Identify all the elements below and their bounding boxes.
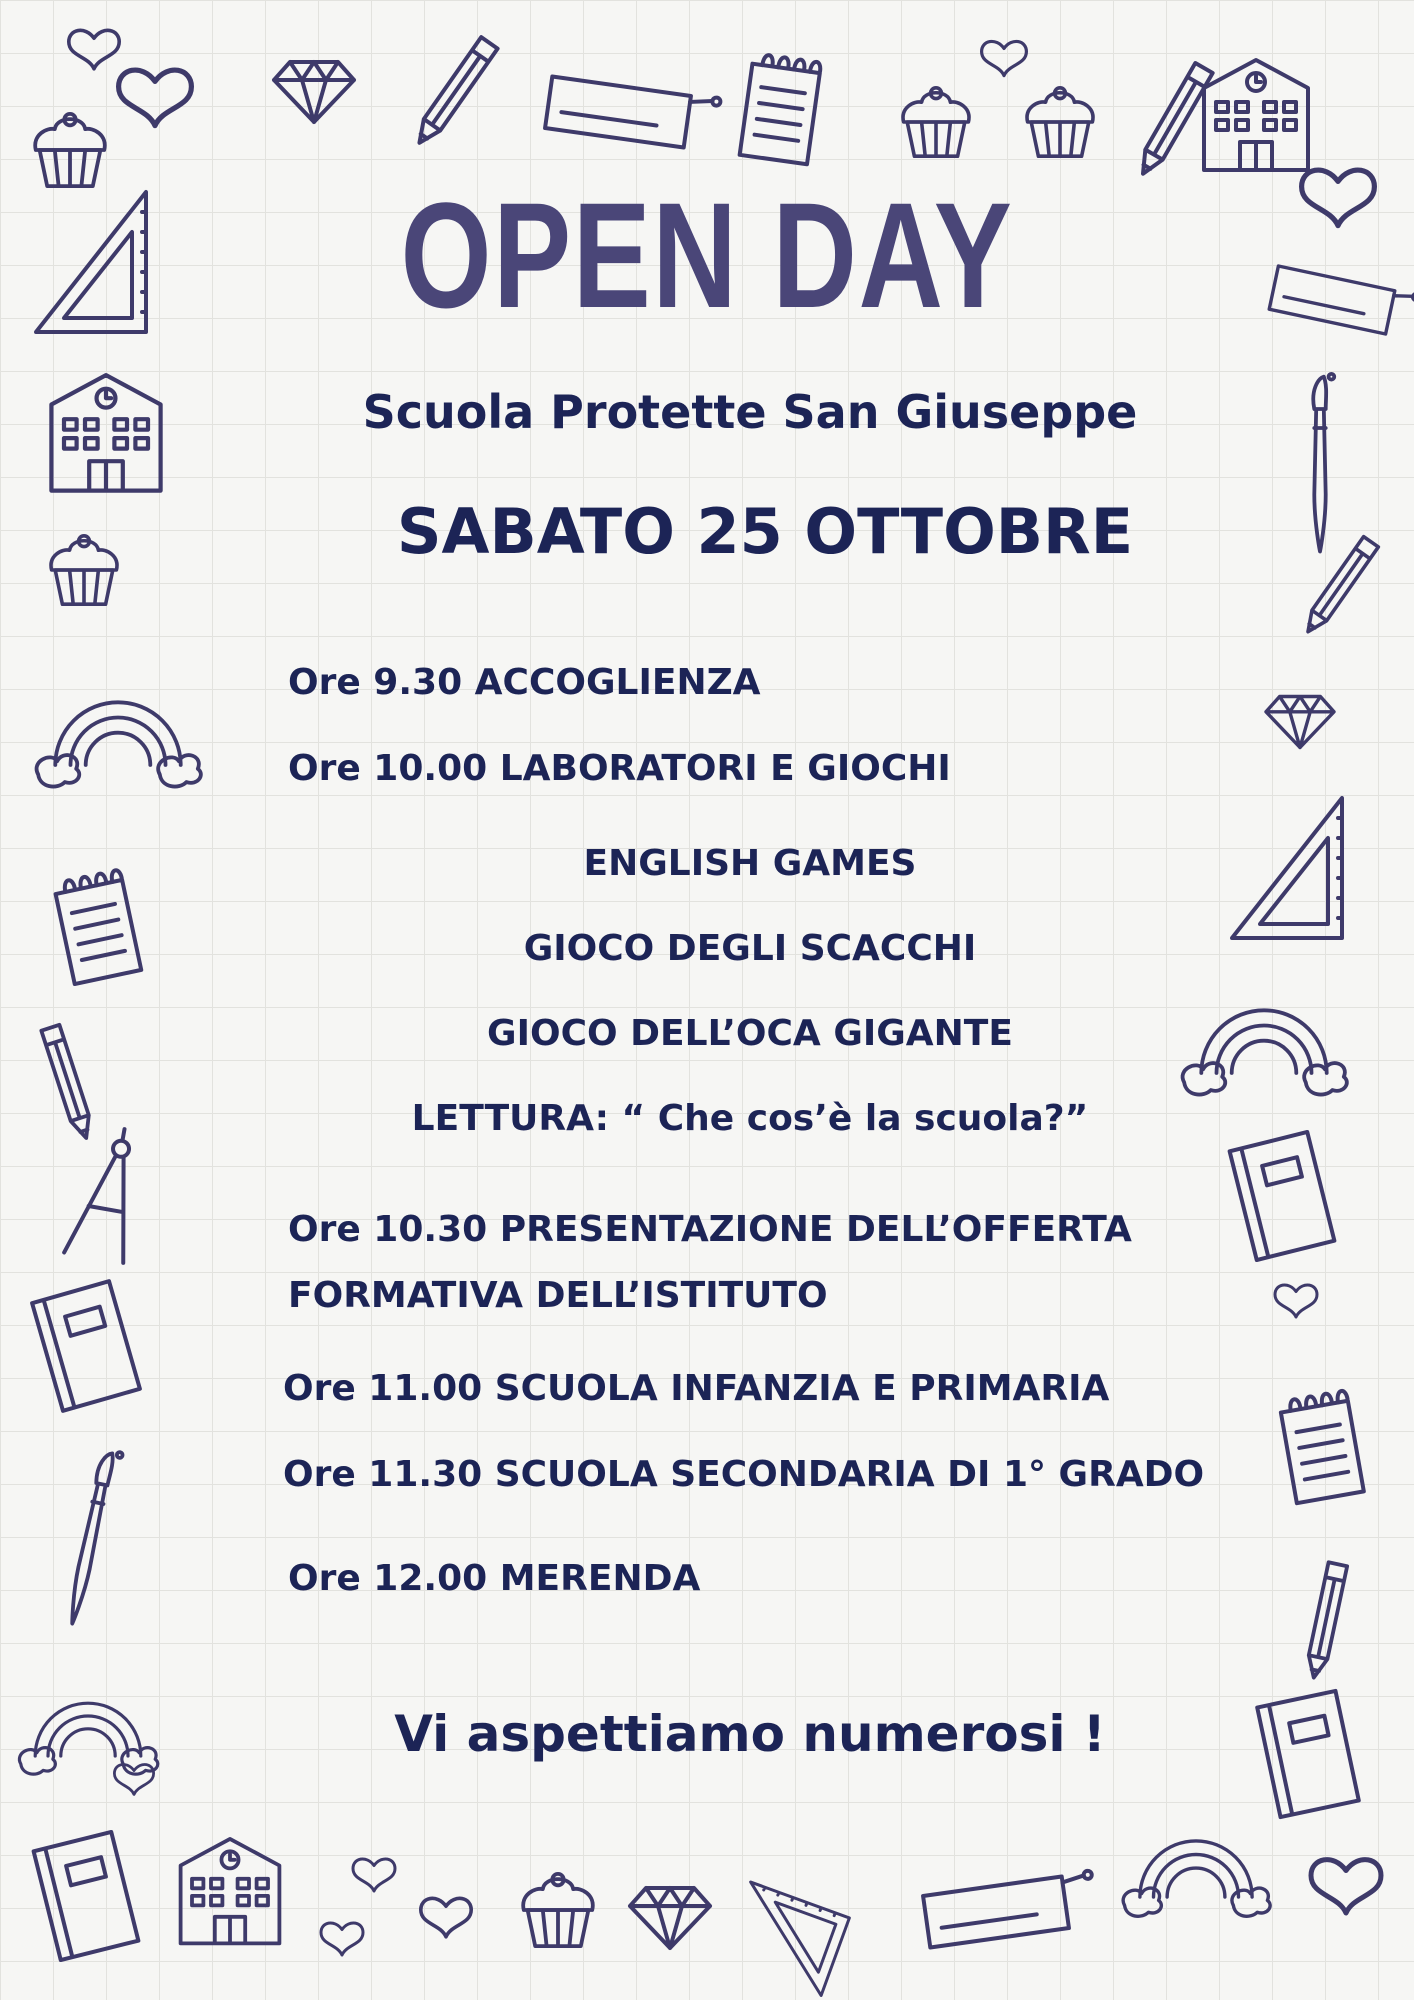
heart-icon [1311, 1860, 1381, 1913]
diamond-icon [630, 1888, 710, 1948]
pencil-case-icon [1269, 264, 1414, 339]
ruler-triangle-icon [36, 192, 146, 332]
notebook-icon [1230, 1132, 1335, 1260]
notebook-icon [34, 1832, 139, 1960]
notepad-icon [1279, 1390, 1364, 1503]
heart-icon [1302, 170, 1375, 226]
heart-icon [114, 1765, 153, 1795]
cupcake-icon [903, 88, 969, 156]
heart-icon [421, 1898, 471, 1936]
rainbow-icon [37, 702, 201, 786]
heart-icon [69, 30, 119, 68]
schedule-item: Ore 11.00 SCUOLA INFANZIA E PRIMARIA [283, 1368, 1110, 1409]
schedule-item-continuation: FORMATIVA DELL’ISTITUTO [288, 1275, 828, 1316]
diamond-icon [274, 62, 354, 122]
schedule-item: Ore 10.00 LABORATORI E GIOCHI [288, 748, 951, 789]
heart-icon [321, 1923, 363, 1955]
schedule-item: Ore 12.00 MERENDA [288, 1558, 701, 1599]
school-name: Scuola Protette San Giuseppe [362, 385, 1138, 439]
ruler-triangle-icon [722, 1882, 849, 1995]
pencil-icon [1304, 1562, 1347, 1679]
cupcake-icon [35, 114, 105, 186]
schedule-item: Ore 10.30 PRESENTAZIONE DELL’OFFERTA [288, 1209, 1132, 1250]
pencil-case-icon [545, 75, 721, 152]
paintbrush-icon [66, 1448, 123, 1626]
cupcake-icon [523, 1874, 593, 1946]
schedule-item: Ore 11.30 SCUOLA SECONDARIA DI 1° GRADO [283, 1454, 1205, 1495]
school-building-icon [181, 1839, 280, 1944]
notepad-icon [740, 53, 822, 164]
event-date: SABATO 25 OTTOBRE [396, 495, 1134, 568]
activity-item: LETTURA: “ Che cos’è la scuola?” [411, 1098, 1089, 1139]
pencil-case-icon [923, 1870, 1099, 1947]
activity-item: ENGLISH GAMES [583, 843, 917, 884]
compass-icon [64, 1122, 146, 1262]
notebook-icon [32, 1281, 140, 1411]
activity-item: GIOCO DEGLI SCACCHI [523, 928, 977, 969]
pencil-icon [1134, 63, 1212, 179]
pencil-icon [411, 37, 497, 148]
rainbow-icon [1123, 1841, 1270, 1916]
page-title: OPEN DAY [400, 171, 1014, 339]
heart-icon [982, 41, 1027, 75]
heart-icon [119, 70, 192, 126]
school-building-icon [1204, 60, 1308, 170]
schedule-item: Ore 9.30 ACCOGLIENZA [288, 662, 761, 703]
activity-item: GIOCO DELL’OCA GIGANTE [487, 1013, 1013, 1054]
closing-message: Vi aspettiamo numerosi ! [394, 1705, 1106, 1763]
heart-icon [353, 1859, 395, 1891]
heart-icon [1275, 1285, 1317, 1317]
diamond-icon [1266, 697, 1334, 748]
cupcake-icon [1027, 88, 1093, 156]
